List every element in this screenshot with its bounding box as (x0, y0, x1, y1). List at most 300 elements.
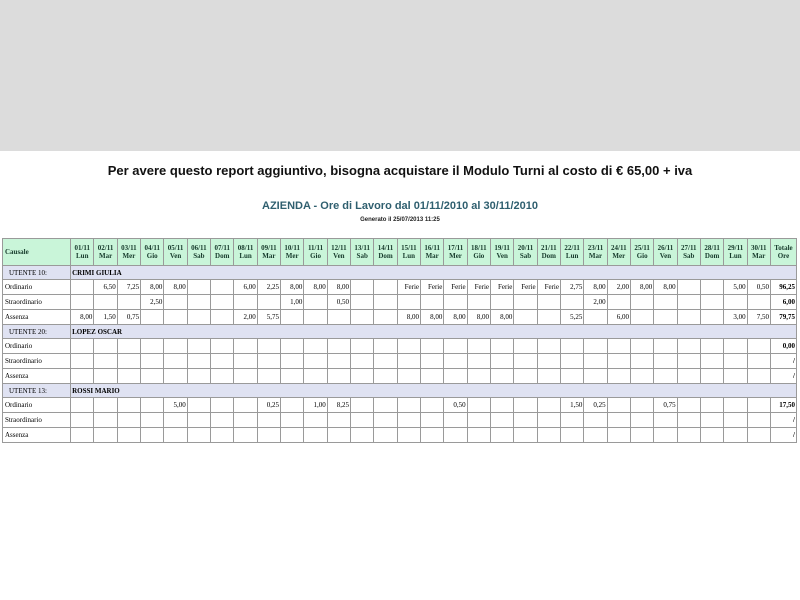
day-header (164, 239, 187, 266)
hours-cell (257, 428, 280, 443)
hours-cell: 0,50 (327, 295, 350, 310)
hours-cell (281, 369, 304, 384)
hours-cell (584, 413, 607, 428)
day-weekday: Dom (378, 252, 393, 260)
total-header (770, 239, 796, 266)
day-weekday: Sab (356, 252, 368, 260)
day-date: 07/11 (214, 244, 230, 252)
hours-cell (630, 310, 653, 325)
hours-cell (700, 369, 723, 384)
hours-cell (421, 295, 444, 310)
day-weekday: Lun (729, 252, 742, 260)
hours-cell (281, 354, 304, 369)
hours-cell (164, 310, 187, 325)
hours-cell (654, 339, 677, 354)
hours-cell (164, 369, 187, 384)
hours-cell: 8,00 (141, 280, 164, 295)
day-weekday: Sab (519, 252, 532, 260)
hours-cell (467, 398, 490, 413)
hours-cell (234, 339, 257, 354)
total-cell: / (770, 413, 796, 428)
total-cell: / (770, 369, 796, 384)
day-date: 11/11 (307, 244, 324, 252)
hours-cell (700, 280, 723, 295)
day-date: 29/11 (727, 244, 744, 252)
hours-cell (94, 339, 117, 354)
hours-cell (607, 413, 630, 428)
hours-cell (700, 413, 723, 428)
day-header (444, 239, 467, 266)
hours-cell: 1,50 (560, 398, 583, 413)
hours-cell (351, 428, 374, 443)
hours-cell (141, 354, 164, 369)
hours-cell: 8,00 (654, 280, 677, 295)
hours-cell (187, 280, 210, 295)
hours-cell: 0,50 (747, 280, 770, 295)
hours-cell (677, 369, 700, 384)
hours-cell (560, 354, 583, 369)
hours-cell (654, 310, 677, 325)
day-header (141, 239, 164, 266)
total-cell: 96,25 (770, 280, 796, 295)
hours-cell (327, 413, 350, 428)
hours-cell (351, 398, 374, 413)
hours-cell: 0,75 (654, 398, 677, 413)
hours-cell (397, 295, 420, 310)
hours-cell (677, 398, 700, 413)
hours-cell (467, 369, 490, 384)
hours-cell (351, 295, 374, 310)
day-date: 04/11 (144, 244, 161, 252)
employee-id: UTENTE 13: (3, 384, 71, 398)
hours-cell (444, 413, 467, 428)
hours-cell (164, 295, 187, 310)
hours-cell (724, 369, 747, 384)
day-header (630, 239, 653, 266)
hours-cell (94, 369, 117, 384)
day-date: 09/11 (261, 244, 277, 252)
day-weekday: Mar (425, 252, 439, 260)
hours-cell: Ferie (397, 280, 420, 295)
hours-cell (351, 310, 374, 325)
day-date: 16/11 (424, 244, 440, 252)
day-date: 20/11 (517, 244, 534, 252)
hours-cell (117, 413, 140, 428)
causale-label: Ordinario (3, 339, 71, 354)
hours-cell (677, 310, 700, 325)
hours-cell (491, 413, 514, 428)
day-header (467, 239, 490, 266)
hours-table (2, 238, 797, 443)
day-header (397, 239, 420, 266)
hours-cell (71, 339, 94, 354)
hours-cell (537, 413, 560, 428)
hours-cell: 2,00 (607, 280, 630, 295)
day-header (677, 239, 700, 266)
table-body (3, 266, 797, 443)
hours-cell (724, 339, 747, 354)
hours-cell (537, 398, 560, 413)
hours-cell: 0,25 (584, 398, 607, 413)
day-header (281, 239, 304, 266)
hours-cell: 8,00 (444, 310, 467, 325)
hours-cell (327, 339, 350, 354)
hours-cell (677, 339, 700, 354)
hours-cell (374, 413, 397, 428)
hours-cell (467, 413, 490, 428)
hours-cell (281, 428, 304, 443)
hours-cell (630, 398, 653, 413)
day-header (584, 239, 607, 266)
hours-cell (677, 413, 700, 428)
hours-cell (304, 428, 327, 443)
hours-cell (211, 413, 234, 428)
hours-cell: 8,00 (397, 310, 420, 325)
hours-cell (421, 398, 444, 413)
hours-cell: 8,00 (281, 280, 304, 295)
hours-cell (187, 295, 210, 310)
day-date: 14/11 (377, 244, 394, 252)
hours-cell (117, 354, 140, 369)
hours-cell (374, 310, 397, 325)
hours-cell (724, 398, 747, 413)
hours-cell (654, 369, 677, 384)
hours-cell (374, 354, 397, 369)
hours-cell (304, 354, 327, 369)
hours-cell (584, 339, 607, 354)
day-header (421, 239, 444, 266)
hours-cell (491, 295, 514, 310)
hours-cell (700, 398, 723, 413)
day-date: 28/11 (704, 244, 720, 252)
day-weekday: Gio (636, 252, 648, 260)
hours-cell (327, 354, 350, 369)
hours-cell (560, 428, 583, 443)
hours-cell (607, 428, 630, 443)
hours-cell (351, 413, 374, 428)
day-date: 17/11 (447, 244, 464, 252)
day-weekday: Gio (473, 252, 485, 260)
hours-cell (71, 369, 94, 384)
hours-cell: 5,75 (257, 310, 280, 325)
day-weekday: Ven (659, 252, 672, 260)
day-weekday: Dom (541, 252, 557, 260)
hours-cell: Ferie (444, 280, 467, 295)
day-weekday: Dom (704, 252, 720, 260)
hours-cell (700, 428, 723, 443)
day-header (304, 239, 327, 266)
hours-cell (71, 428, 94, 443)
hours-cell (164, 339, 187, 354)
hours-cell (444, 295, 467, 310)
hours-cell (351, 369, 374, 384)
table-header-row (3, 239, 797, 266)
hours-cell (187, 369, 210, 384)
hours-cell (141, 369, 164, 384)
hours-cell (537, 369, 560, 384)
hours-cell (607, 339, 630, 354)
employee-name: ROSSI MARIO (71, 384, 797, 398)
day-header (327, 239, 350, 266)
hours-cell (654, 428, 677, 443)
day-header (537, 239, 560, 266)
hours-cell (304, 339, 327, 354)
total-header-line: Totale (774, 244, 793, 252)
hours-cell (141, 310, 164, 325)
hours-cell (584, 354, 607, 369)
hours-cell (234, 398, 257, 413)
hours-cell (71, 413, 94, 428)
hours-cell (444, 354, 467, 369)
day-date: 26/11 (657, 244, 674, 252)
day-date: 03/11 (121, 244, 137, 252)
hours-cell (724, 428, 747, 443)
hours-cell (94, 413, 117, 428)
hours-cell (187, 398, 210, 413)
hours-cell: 5,25 (560, 310, 583, 325)
hours-cell (397, 339, 420, 354)
day-header (607, 239, 630, 266)
total-header-line: Ore (777, 252, 790, 260)
hours-cell: 8,00 (584, 280, 607, 295)
employee-row (3, 384, 797, 398)
hours-cell: 6,50 (94, 280, 117, 295)
hours-cell (234, 295, 257, 310)
day-date: 19/11 (494, 244, 510, 252)
causale-header: Causale (3, 239, 71, 266)
day-header (257, 239, 280, 266)
day-header (560, 239, 583, 266)
hours-cell (584, 428, 607, 443)
hours-cell (444, 428, 467, 443)
hours-cell (187, 310, 210, 325)
table-row (3, 339, 797, 354)
hours-cell (700, 354, 723, 369)
hours-cell: 8,00 (467, 310, 490, 325)
causale-label: Straordinario (3, 413, 71, 428)
hours-cell: 8,00 (491, 310, 514, 325)
hours-cell (467, 354, 490, 369)
causale-label: Assenza (3, 310, 71, 325)
hours-cell (71, 398, 94, 413)
hours-cell (257, 295, 280, 310)
day-date: 12/11 (331, 244, 347, 252)
hours-cell (607, 295, 630, 310)
table-row (3, 369, 797, 384)
hours-cell (327, 310, 350, 325)
hours-cell (514, 398, 537, 413)
total-cell: / (770, 354, 796, 369)
total-cell: 0,00 (770, 339, 796, 354)
report-page (0, 151, 800, 600)
hours-cell (397, 428, 420, 443)
hours-cell (467, 428, 490, 443)
hours-cell (537, 428, 560, 443)
hours-cell (537, 295, 560, 310)
table-row (3, 295, 797, 310)
hours-cell (71, 280, 94, 295)
hours-cell: 5,00 (724, 280, 747, 295)
hours-cell (514, 354, 537, 369)
hours-cell (747, 369, 770, 384)
hours-cell (374, 280, 397, 295)
hours-cell (94, 295, 117, 310)
day-weekday: Lun (565, 252, 579, 260)
day-date: 13/11 (354, 244, 370, 252)
hours-cell: 6,00 (234, 280, 257, 295)
day-date: 02/11 (97, 244, 114, 252)
hours-cell (677, 354, 700, 369)
hours-cell: 2,75 (560, 280, 583, 295)
hours-cell: 0,25 (257, 398, 280, 413)
hours-cell (257, 413, 280, 428)
day-header (234, 239, 257, 266)
hours-cell (630, 413, 653, 428)
hours-cell: 0,50 (444, 398, 467, 413)
hours-cell (654, 354, 677, 369)
hours-cell (654, 295, 677, 310)
day-date: 01/11 (74, 244, 91, 252)
hours-cell (164, 354, 187, 369)
hours-cell (397, 413, 420, 428)
hours-cell: 0,75 (117, 310, 140, 325)
hours-cell (491, 398, 514, 413)
hours-cell: 7,50 (747, 310, 770, 325)
hours-cell (304, 413, 327, 428)
day-header (71, 239, 94, 266)
day-date: 10/11 (284, 244, 300, 252)
day-date: 08/11 (237, 244, 254, 252)
hours-cell (421, 354, 444, 369)
table-row (3, 354, 797, 369)
hours-cell: 8,00 (71, 310, 94, 325)
day-header (491, 239, 514, 266)
hours-cell (630, 339, 653, 354)
hours-cell (421, 339, 444, 354)
hours-cell (747, 413, 770, 428)
employee-name: CRIMI GIULIA (71, 266, 797, 280)
hours-cell (281, 398, 304, 413)
hours-cell: 8,25 (327, 398, 350, 413)
hours-cell (117, 339, 140, 354)
hours-cell (724, 354, 747, 369)
day-weekday: Gio (310, 252, 321, 260)
causale-label: Ordinario (3, 398, 71, 413)
hours-cell: Ferie (467, 280, 490, 295)
hours-cell (630, 295, 653, 310)
hours-cell (374, 369, 397, 384)
day-date: 05/11 (167, 244, 184, 252)
hours-cell (700, 295, 723, 310)
day-weekday: Ven (169, 252, 182, 260)
day-date: 27/11 (681, 244, 697, 252)
hours-cell (304, 295, 327, 310)
hours-cell (211, 369, 234, 384)
hours-cell (351, 280, 374, 295)
hours-cell: Ferie (537, 280, 560, 295)
total-cell: 79,75 (770, 310, 796, 325)
hours-cell (117, 428, 140, 443)
hours-cell (491, 339, 514, 354)
day-header (747, 239, 770, 266)
hours-cell (211, 339, 234, 354)
hours-cell (187, 339, 210, 354)
day-weekday: Gio (146, 252, 158, 260)
hours-cell: 2,50 (141, 295, 164, 310)
hours-cell (374, 398, 397, 413)
hours-cell (514, 310, 537, 325)
employee-id: UTENTE 10: (3, 266, 71, 280)
hours-cell (234, 354, 257, 369)
day-weekday: Mar (752, 252, 766, 260)
table-row (3, 310, 797, 325)
causale-label: Straordinario (3, 295, 71, 310)
upsell-notice: Per avere questo report aggiuntivo, bisogna acquistare il Modulo Turni al costo di € 65,00 + iva (107, 163, 693, 178)
hours-cell (537, 339, 560, 354)
day-header (700, 239, 723, 266)
day-header (117, 239, 140, 266)
hours-cell (211, 354, 234, 369)
hours-cell (700, 339, 723, 354)
table-row (3, 413, 797, 428)
hours-cell (164, 428, 187, 443)
hours-cell (537, 354, 560, 369)
hours-cell (747, 339, 770, 354)
day-date: 22/11 (564, 244, 580, 252)
day-header (654, 239, 677, 266)
hours-cell (444, 339, 467, 354)
day-weekday: Lun (239, 252, 252, 260)
day-weekday: Ven (333, 252, 345, 260)
day-header (724, 239, 747, 266)
hours-cell (117, 398, 140, 413)
day-date: 21/11 (541, 244, 557, 252)
hours-cell: 2,00 (234, 310, 257, 325)
hours-cell: 1,00 (281, 295, 304, 310)
hours-cell (141, 413, 164, 428)
hours-cell (560, 295, 583, 310)
hours-cell (281, 413, 304, 428)
table-row (3, 280, 797, 295)
hours-cell (537, 310, 560, 325)
causale-label: Ordinario (3, 280, 71, 295)
hours-cell (397, 398, 420, 413)
hours-cell (351, 339, 374, 354)
hours-cell (584, 369, 607, 384)
hours-cell (211, 310, 234, 325)
hours-cell (257, 339, 280, 354)
hours-cell (467, 295, 490, 310)
hours-cell (234, 413, 257, 428)
hours-cell (491, 428, 514, 443)
hours-cell (630, 354, 653, 369)
hours-cell (491, 369, 514, 384)
hours-cell (421, 413, 444, 428)
hours-cell (724, 413, 747, 428)
hours-cell (327, 428, 350, 443)
hours-cell (491, 354, 514, 369)
hours-cell (187, 428, 210, 443)
hours-cell (234, 369, 257, 384)
hours-cell (71, 354, 94, 369)
hours-cell (71, 295, 94, 310)
hours-cell: Ferie (421, 280, 444, 295)
causale-label: Straordinario (3, 354, 71, 369)
hours-cell (630, 428, 653, 443)
hours-cell (654, 413, 677, 428)
hours-cell (560, 369, 583, 384)
hours-cell (630, 369, 653, 384)
